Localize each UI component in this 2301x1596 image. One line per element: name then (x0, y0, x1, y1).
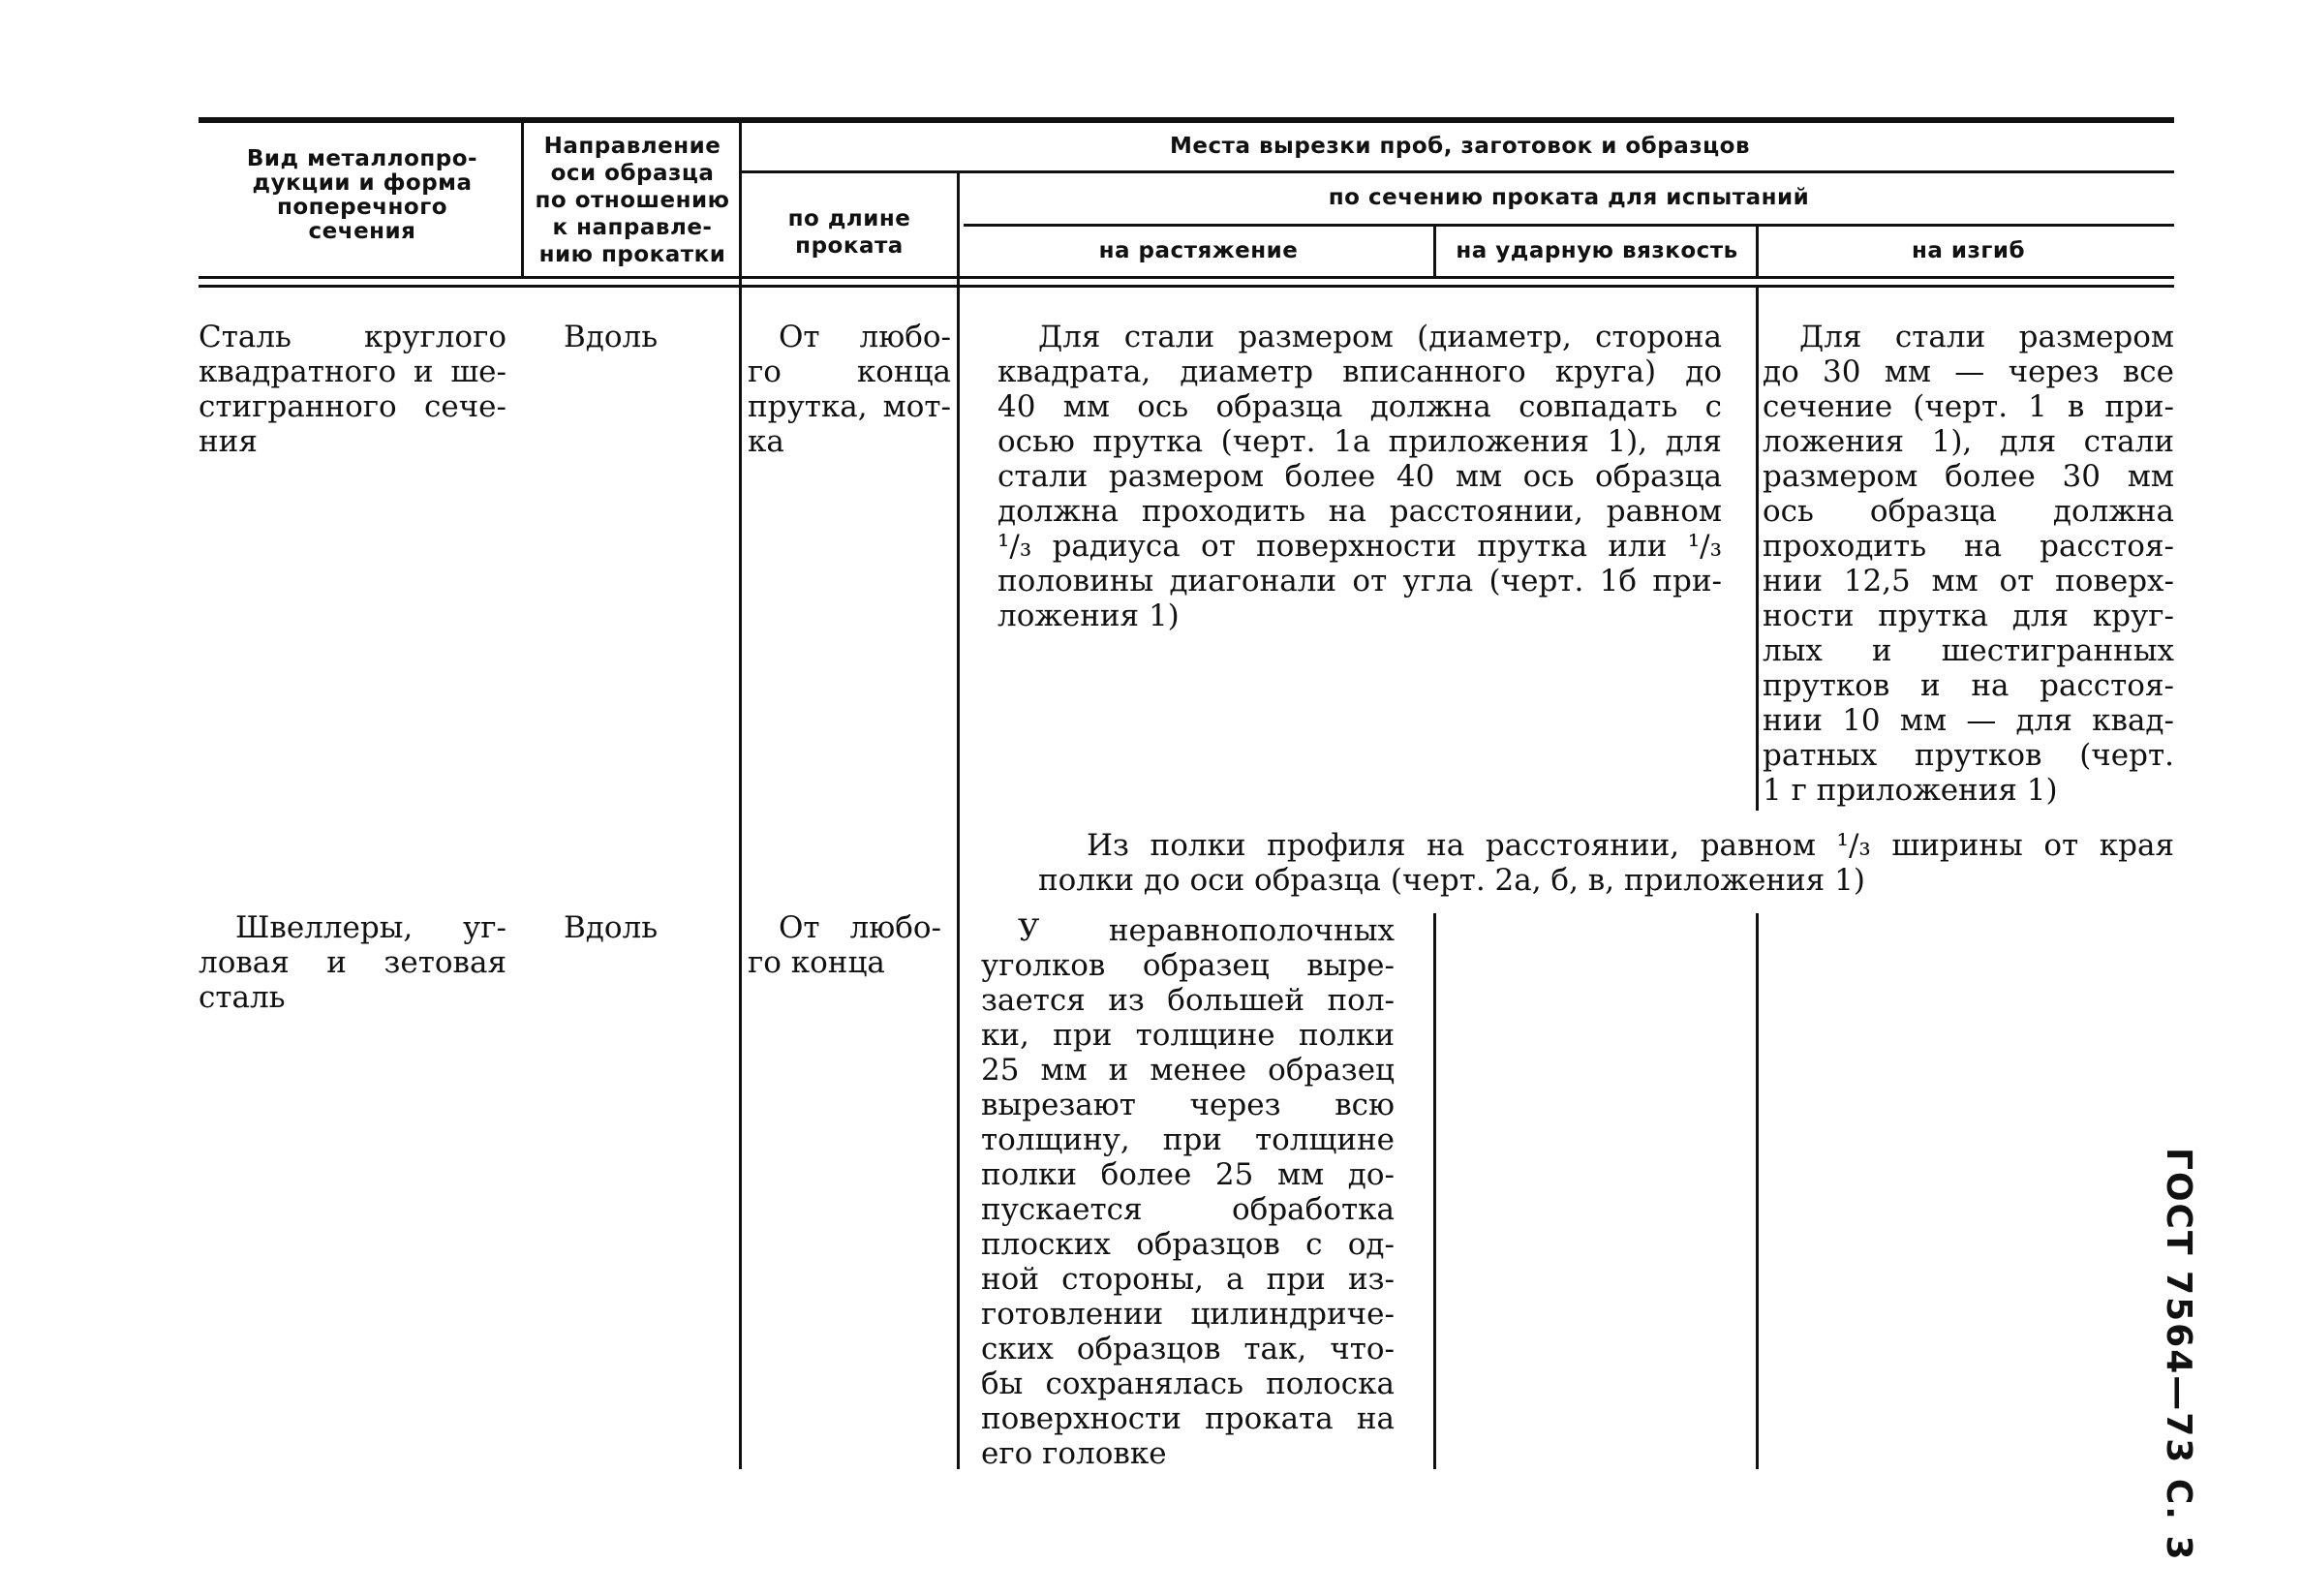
top-rule (199, 117, 2174, 123)
row2-length: От любо- го конца (748, 910, 941, 980)
row2-direction: Вдоль (564, 910, 659, 945)
col-divider-4-header (1433, 227, 1436, 276)
row1-direction: Вдоль (564, 320, 659, 354)
header-axis-direction: Направление оси образца по отношению к направле- нию прокатки (535, 134, 730, 267)
row1-tension-impact: Для стали размером (диаметр, сторона квадрата, диаметр вписанного круга) до 40 мм ось образца должна совпадать с осью прутка (черт. 1а приложения 1), для стали размером более 40 мм ось образца должна проходить на расстоянии, равном ¹/₃ радиуса от поверхности прутка или ¹/₃ половины диагонали от угла (черт. 1б при- ложения 1) (997, 320, 1722, 633)
header-bend: на изгиб (1911, 238, 2026, 263)
col-divider-3 (957, 173, 960, 1469)
row2-product: Швеллеры, уг- ловая и зетовая сталь (199, 910, 506, 1015)
row2-common: Из полки профиля на расстоянии, равном ¹/₃ ширины от края полки до оси образца (черт. 2а, б, в, приложения 1) (1038, 828, 2174, 898)
header-product-type: Вид металлопро- дукции и форма поперечного сечения (246, 146, 478, 244)
row1-product: Сталь круглого квадратного и ше- стигранного сече- ния (199, 320, 506, 459)
header-places: Места вырезки проб, заготовок и образцов (1170, 134, 1750, 159)
places-rule (741, 170, 2174, 173)
row1-bend: Для стали размером до 30 мм — через все сечение (черт. 1 в при- ложения 1), для стали размером более 30 мм ось образца должна проходить на расстоя- нии 12,5 мм от поверх- ности прутка для круг- лых и шестигранных прутков и на расстоя- нии 10 мм — для квад- ратных прутков (черт. 1 г приложения 1) (1763, 320, 2174, 808)
col-divider-5-body-1 (1756, 288, 1759, 811)
header-bottom-rule-1 (199, 276, 2174, 279)
col-divider-5-body-2 (1756, 913, 1759, 1469)
header-bottom-rule-2 (199, 285, 2174, 288)
header-impact: на ударную вязкость (1456, 238, 1738, 263)
col-divider-5-header (1756, 227, 1759, 276)
col-divider-4-body (1433, 913, 1436, 1469)
header-tension: на растяжение (1098, 238, 1299, 263)
row1-length: От любо- го конца прутка, мот- ка (748, 320, 951, 459)
header-by-length: по длине проката (787, 206, 911, 259)
gost-side-label: ГОСТ 7564—73 С. 3 (2159, 1148, 2198, 1562)
section-rule (964, 224, 2174, 227)
row2-tension: У неравнополочных уголков образец выре- зается из большей пол- ки, при толщине полки 25 мм и менее образец вырезают через всю толщину, при толщине полки более 25 мм до- пускается обработка плоских образцов с од- ной стороны, а при из- готовлении цилиндриче- ских образцов так, что- бы сохранялась полоска поверхности проката на его головке (981, 913, 1395, 1471)
col-divider-1 (521, 123, 524, 276)
header-by-section: по сечению проката для испытаний (1328, 185, 1810, 210)
col-divider-2 (739, 123, 742, 1469)
